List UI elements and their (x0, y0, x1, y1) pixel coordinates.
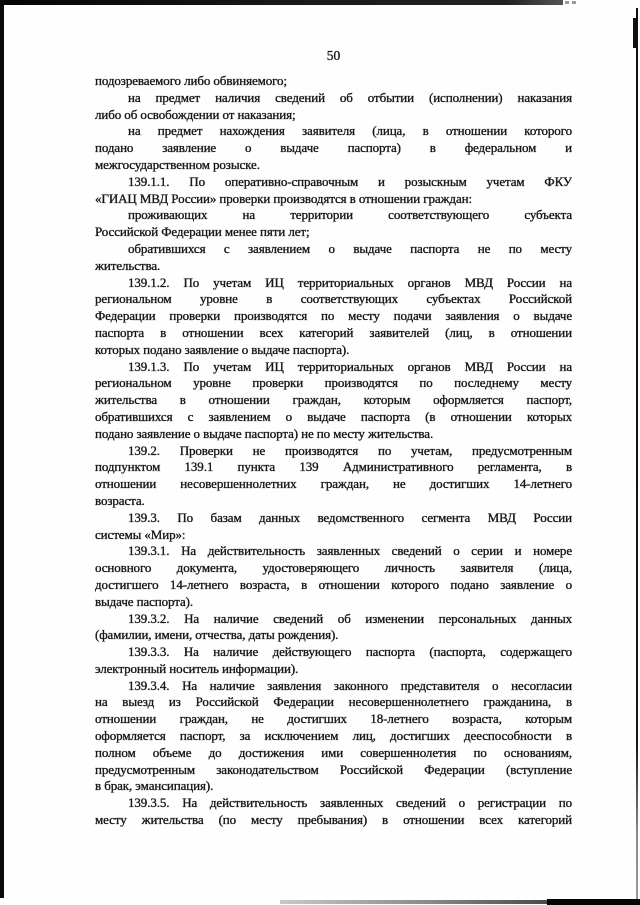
text-line: жительства. (95, 257, 161, 273)
text-line: 139.1.1. По оперативно-справочным и розыскным учетам ФКУ (128, 173, 572, 189)
text-line: 139.3.4. На наличие заявления законного представителя о несогласии (128, 677, 572, 693)
text-line: подпунктом 139.1 пункта 139 Административного регламента, в (95, 459, 572, 475)
bottom-border-line (547, 899, 640, 905)
text-line: достигшего 14-летнего возраста, в отношении которого подано заявление о (95, 576, 572, 592)
text-line: 139.3. По базам данных ведомственного сегмента МВД России (128, 509, 572, 525)
text-line: межгосударственном розыске. (95, 156, 260, 172)
text-line: на предмет наличия сведений об отбытии (исполнении) наказания (128, 89, 572, 105)
text-line: 139.3.1. На действительность заявленных сведений о серии и номере (128, 543, 572, 559)
text-line: возраста. (95, 492, 145, 508)
text-line: 139.3.2. На наличие сведений об изменении персональных данных (128, 610, 572, 626)
text-line: Федерации проверки производятся по месту подачи заявления о выдаче (95, 308, 572, 324)
text-line: жительства в отношении граждан, которым оформляется паспорт, (95, 392, 572, 408)
text-line: которых подано заявление о выдаче паспорта). (95, 341, 350, 357)
text-line: обратившихся с заявлением о выдаче паспорта (в отношении которых (95, 408, 572, 424)
bottom-border-fade (280, 900, 547, 904)
text-line: основного документа, удостоверяющего личность заявителя (лица, (95, 560, 572, 576)
text-line: на выезд из Российской Федерации несовершеннолетнего гражданина, в (95, 694, 572, 710)
text-line: в брак, эмансипация). (95, 778, 214, 794)
text-line: региональном уровне в соответствующих субъектах Российской (95, 291, 572, 307)
text-line: системы «Мир»: (95, 526, 186, 542)
text-line: отношении граждан, не достигших 18-летнего возраста, которым (95, 711, 572, 727)
text-line: оформляется паспорт, за исключением лиц, достигших дееспособности в (95, 728, 572, 744)
text-line: подано заявление о выдаче паспорта) в федеральном и (95, 140, 572, 156)
document-text (95, 73, 572, 829)
top-border-line (0, 0, 563, 5)
text-line: полном объеме до достижения ими совершеннолетия по основаниям, (95, 744, 572, 760)
top-border-fade (565, 1, 577, 4)
text-line: предусмотренным законодательством Российской Федерации (вступление (95, 761, 572, 777)
text-line: 139.1.2. По учетам ИЦ территориальных органов МВД России на (128, 274, 572, 290)
text-line: проживающих на территории соответствующего субъекта (128, 207, 572, 223)
page-number: 50 (326, 48, 341, 63)
right-border-line (636, 8, 638, 905)
right-border-smudge (633, 18, 638, 48)
text-line: (фамилии, имени, отчества, даты рождения). (95, 627, 339, 643)
text-line: на предмет нахождения заявителя (лица, в отношении которого (128, 123, 572, 139)
text-line: 139.3.3. На наличие действующего паспорта (паспорта, содержащего (128, 644, 572, 660)
text-line: подано заявление о выдаче паспорта) не по месту жительства. (95, 425, 434, 441)
text-line: 139.3.5. На действительность заявленных сведений о регистрации по (128, 795, 572, 811)
text-line: отношении несовершеннолетних граждан, не достигших 14-летнего (95, 476, 572, 492)
text-line: 139.2. Проверки не производятся по учетам, предусмотренным (128, 442, 572, 458)
text-line: региональном уровне проверки производятся по последнему месту (95, 375, 572, 391)
text-line: Российской Федерации менее пяти лет; (95, 224, 310, 240)
text-line: паспорта в отношении всех категорий заявителей (лиц, в отношении (95, 324, 572, 340)
text-line: либо об освобождении от наказания; (95, 106, 296, 122)
text-line: обратившихся с заявлением о выдаче паспорта не по месту (128, 240, 572, 256)
text-line: 139.1.3. По учетам ИЦ территориальных органов МВД России на (128, 358, 572, 374)
text-line: выдаче паспорта). (95, 593, 194, 609)
text-line: подозреваемого либо обвиняемого; (95, 73, 287, 88)
text-line: электронный носитель информации). (95, 660, 299, 676)
left-border-line (0, 0, 4, 898)
text-line: месту жительства (по месту пребывания) в отношении всех категорий (95, 812, 572, 828)
text-line: «ГИАЦ МВД России» проверки производятся в отношении граждан: (95, 190, 472, 206)
